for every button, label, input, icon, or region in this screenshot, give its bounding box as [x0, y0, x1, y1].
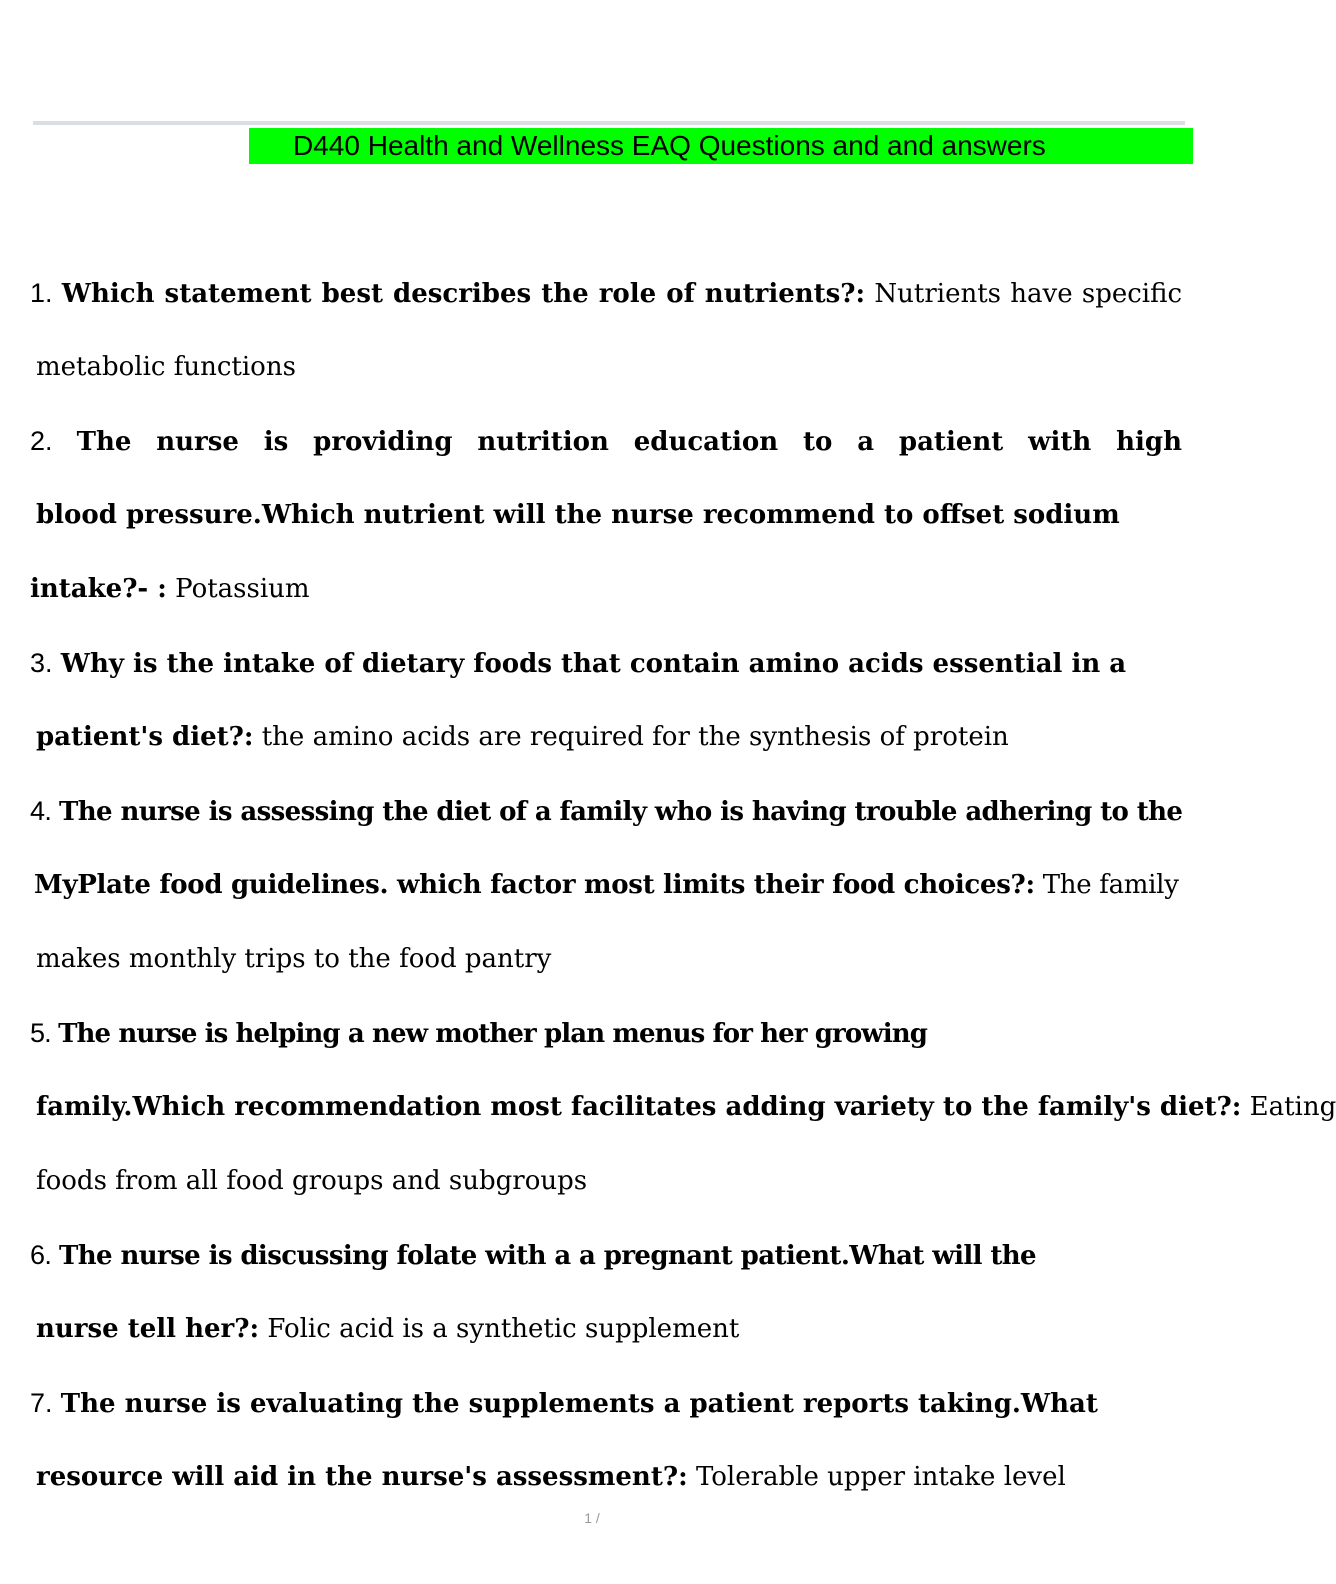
item-number: 7. — [30, 1388, 53, 1418]
answer-text: Nutrients have specific — [874, 279, 1182, 309]
qa-item-5-line-1 — [30, 996, 928, 1070]
item-number: 1. — [30, 278, 53, 308]
qa-item-2-line-1 — [30, 404, 1183, 478]
qa-item-4-line-3 — [36, 922, 551, 996]
qa-item-5-line-2 — [36, 1070, 1336, 1144]
item-number: 2. — [30, 426, 53, 456]
qa-item-6-line-2 — [36, 1292, 739, 1366]
answer-text: The family — [1042, 870, 1179, 900]
question-text: Why is the intake of dietary foods that contain amino acids essential in a — [60, 649, 1127, 679]
answer-text: foods from all food groups and subgroups — [36, 1166, 588, 1196]
qa-item-5-line-3 — [36, 1144, 587, 1218]
qa-item-7-line-1 — [30, 1366, 1098, 1440]
question-text: The nurse is assessing the diet of a family who is having trouble adhering to the — [59, 797, 1183, 827]
question-text: blood pressure.Which nutrient will the nurse recommend to offset sodium — [36, 500, 1120, 530]
item-number: 6. — [30, 1240, 52, 1270]
qa-item-4-line-1 — [30, 774, 1183, 848]
answer-text: Potassium — [175, 574, 310, 604]
question-text: Which statement best describes the role of nutrients?: — [61, 279, 866, 309]
qa-item-1-line-1 — [30, 256, 1182, 330]
answer-text: Eating — [1249, 1092, 1336, 1122]
qa-item-2-line-2 — [36, 478, 1120, 552]
question-text: MyPlate food guidelines. which factor most limits their food choices?: — [34, 870, 1035, 900]
question-text: nurse tell her?: — [36, 1314, 260, 1344]
question-text: The nurse is helping a new mother plan menus for her growing — [58, 1019, 928, 1049]
question-text: intake?- : — [30, 574, 167, 604]
page-indicator: 1 / — [584, 1510, 600, 1526]
item-number: 4. — [30, 796, 52, 826]
answer-text: the amino acids are required for the synthesis of protein — [261, 722, 1009, 752]
qa-item-3-line-2 — [36, 700, 1009, 774]
qa-item-6-line-1 — [30, 1218, 1037, 1292]
item-number: 3. — [30, 648, 53, 678]
answer-text: makes monthly trips to the food pantry — [36, 944, 552, 974]
qa-item-4-line-2 — [34, 848, 1179, 922]
item-number: 5. — [30, 1018, 51, 1048]
answer-text: metabolic functions — [36, 352, 296, 382]
question-text: family.Which recommendation most facilitates adding variety to the family's diet?: — [36, 1092, 1242, 1122]
qa-item-7-line-2 — [36, 1440, 1066, 1514]
question-text: resource will aid in the nurse's assessment?: — [36, 1462, 688, 1492]
question-text: The nurse is evaluating the supplements a patient reports taking.What — [60, 1389, 1098, 1419]
qa-item-3-line-1 — [30, 626, 1127, 700]
answer-text: Folic acid is a synthetic supplement — [267, 1314, 740, 1344]
question-text: The nurse is providing nutrition education to a patient with high — [76, 427, 1183, 457]
question-text: patient's diet?: — [36, 722, 254, 752]
question-text: The nurse is discussing folate with a a pregnant patient.What will the — [59, 1241, 1037, 1271]
answer-text: Tolerable upper intake level — [695, 1462, 1066, 1492]
document-title: D440 Health and Wellness EAQ Questions and and answers — [293, 130, 1046, 161]
qa-item-1-line-2 — [36, 330, 296, 404]
qa-item-2-line-3 — [30, 552, 310, 626]
